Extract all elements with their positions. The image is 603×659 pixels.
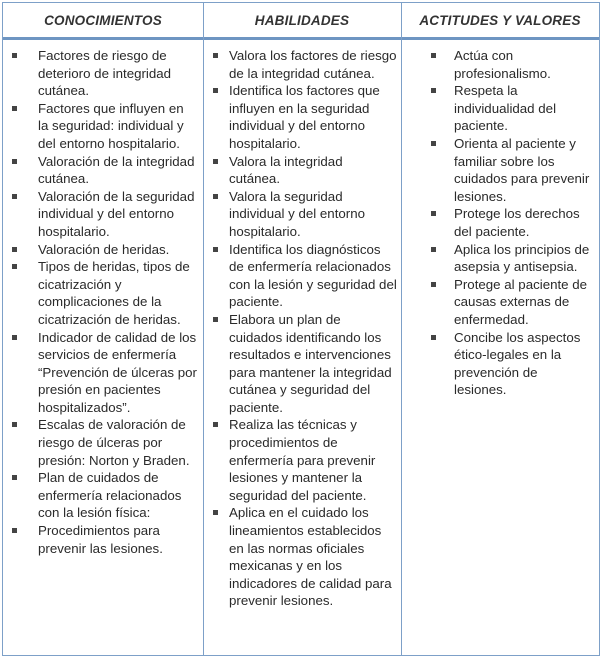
list-item bbox=[229, 241, 397, 311]
header-conocimientos: CONOCIMIENTOS bbox=[44, 12, 162, 28]
bullet-icon bbox=[12, 422, 17, 427]
list-item bbox=[229, 153, 397, 188]
list-item-text: Factores que influyen en la seguridad: individual y del entorno hospitalario. bbox=[38, 100, 184, 151]
list-item-text: Realiza las técnicas y procedimientos de enfermería para prevenir lesiones y mantener la seguridad del paciente. bbox=[229, 417, 376, 503]
list-item bbox=[454, 276, 591, 329]
list-item bbox=[38, 258, 197, 328]
list-item-text: Aplica los principios de asepsia y antisepsia. bbox=[454, 241, 590, 275]
list-item bbox=[38, 47, 197, 100]
column-conocimientos bbox=[3, 47, 203, 655]
list-item-text: Valora los factores de riesgo de la integridad cutánea. bbox=[229, 48, 397, 81]
list-item-text: Identifica los diagnósticos de enfermería relacionados con la lesión y seguridad del paciente. bbox=[229, 241, 397, 310]
list-item bbox=[454, 329, 591, 399]
list-item bbox=[38, 416, 197, 469]
list-item-text: Escalas de valoración de riesgo de úlceras por presión: Norton y Braden. bbox=[38, 417, 190, 468]
list-item-text: Orienta al paciente y familiar sobre los cuidados para prevenir lesiones. bbox=[454, 135, 590, 204]
list-item-text: Elabora un plan de cuidados identificando los resultados e intervenciones para mantener la integridad cutánea y seguridad del paciente. bbox=[229, 311, 392, 415]
bullet-icon bbox=[431, 247, 436, 252]
bullet-icon bbox=[431, 88, 436, 93]
list-item-text: Procedimientos para prevenir las lesiones. bbox=[38, 523, 163, 556]
bullet-icon bbox=[213, 247, 218, 252]
bullet-icon bbox=[431, 282, 436, 287]
competencies-table bbox=[2, 2, 600, 656]
bullet-icon bbox=[12, 335, 17, 340]
bullet-icon bbox=[431, 211, 436, 216]
list-item bbox=[38, 153, 197, 188]
list-item bbox=[229, 504, 397, 610]
column-habilidades bbox=[203, 47, 401, 655]
column-actitudes-valores bbox=[401, 47, 599, 655]
bullet-icon bbox=[213, 422, 218, 427]
list-item bbox=[229, 416, 397, 504]
bullet-icon bbox=[12, 53, 17, 58]
list-item-text: Respeta la individualidad del paciente. bbox=[454, 83, 557, 134]
bullet-icon bbox=[12, 264, 17, 269]
list-item-text: Valoración de heridas. bbox=[38, 241, 170, 257]
bullet-icon bbox=[12, 194, 17, 199]
list-item bbox=[38, 100, 197, 153]
bullet-icon bbox=[213, 194, 218, 199]
list-item bbox=[38, 241, 197, 259]
list-item-text: Aplica en el cuidado los lineamientos establecidos en las normas oficiales mexicanas y en los indicadores de calidad para prevenir lesiones. bbox=[229, 505, 392, 609]
list-item bbox=[454, 47, 591, 82]
bullet-icon bbox=[213, 317, 218, 322]
list-item-text: Protege al paciente de causas externas de enfermedad. bbox=[454, 276, 588, 327]
bullet-icon bbox=[12, 106, 17, 111]
header-actitudes-valores: ACTITUDES Y VALORES bbox=[419, 12, 581, 28]
bullet-icon bbox=[431, 53, 436, 58]
list-item-text: Tipos de heridas, tipos de cicatrización y complicaciones de la cicatrización de heridas. bbox=[38, 259, 190, 327]
bullet-icon bbox=[213, 159, 218, 164]
bullet-icon bbox=[12, 159, 17, 164]
bullet-icon bbox=[12, 475, 17, 480]
bullet-icon bbox=[431, 335, 436, 340]
list-item-text: Factores de riesgo de deterioro de integridad cutánea. bbox=[38, 48, 172, 99]
list-item-text: Valoración de la integridad cutánea. bbox=[38, 153, 195, 187]
list-item bbox=[38, 469, 197, 522]
list-item bbox=[454, 135, 591, 205]
conocimientos-list bbox=[38, 47, 197, 557]
actitudes-valores-list bbox=[454, 47, 591, 399]
list-item-text: Plan de cuidados de enfermería relacionados con la lesión física: bbox=[38, 470, 182, 521]
list-item-text: Actúa con profesionalismo. bbox=[454, 48, 551, 81]
list-item bbox=[38, 329, 197, 417]
list-item bbox=[38, 188, 197, 241]
list-item-text: Valoración de la seguridad individual y del entorno hospitalario. bbox=[38, 188, 195, 239]
list-item bbox=[229, 188, 397, 241]
habilidades-list bbox=[229, 47, 397, 610]
header-habilidades: HABILIDADES bbox=[254, 12, 350, 28]
list-item-text: Concibe los aspectos ético-legales en la prevención de lesiones. bbox=[454, 329, 581, 398]
list-item bbox=[38, 522, 197, 557]
bullet-icon bbox=[213, 88, 218, 93]
bullet-icon bbox=[12, 247, 17, 252]
list-item bbox=[229, 47, 397, 82]
list-item bbox=[229, 82, 397, 152]
bullet-icon bbox=[12, 528, 17, 533]
list-item-text: Identifica los factores que influyen en la seguridad individual y del entorno hospitalario. bbox=[229, 83, 380, 151]
list-item bbox=[454, 82, 591, 135]
list-item bbox=[454, 241, 591, 276]
list-item-text: Protege los derechos del paciente. bbox=[454, 206, 580, 239]
bullet-icon bbox=[213, 510, 218, 515]
list-item-text: Valora la integridad cutánea. bbox=[229, 153, 343, 187]
bullet-icon bbox=[431, 141, 436, 146]
list-item bbox=[229, 311, 397, 417]
list-item-text: Valora la seguridad individual y del entorno hospitalario. bbox=[229, 188, 366, 239]
list-item-text: Indicador de calidad de los servicios de enfermería “Prevención de úlceras por presión en pacientes hospitalizados”. bbox=[38, 329, 197, 415]
list-item bbox=[454, 205, 591, 240]
bullet-icon bbox=[213, 53, 218, 58]
header-divider bbox=[3, 37, 599, 40]
